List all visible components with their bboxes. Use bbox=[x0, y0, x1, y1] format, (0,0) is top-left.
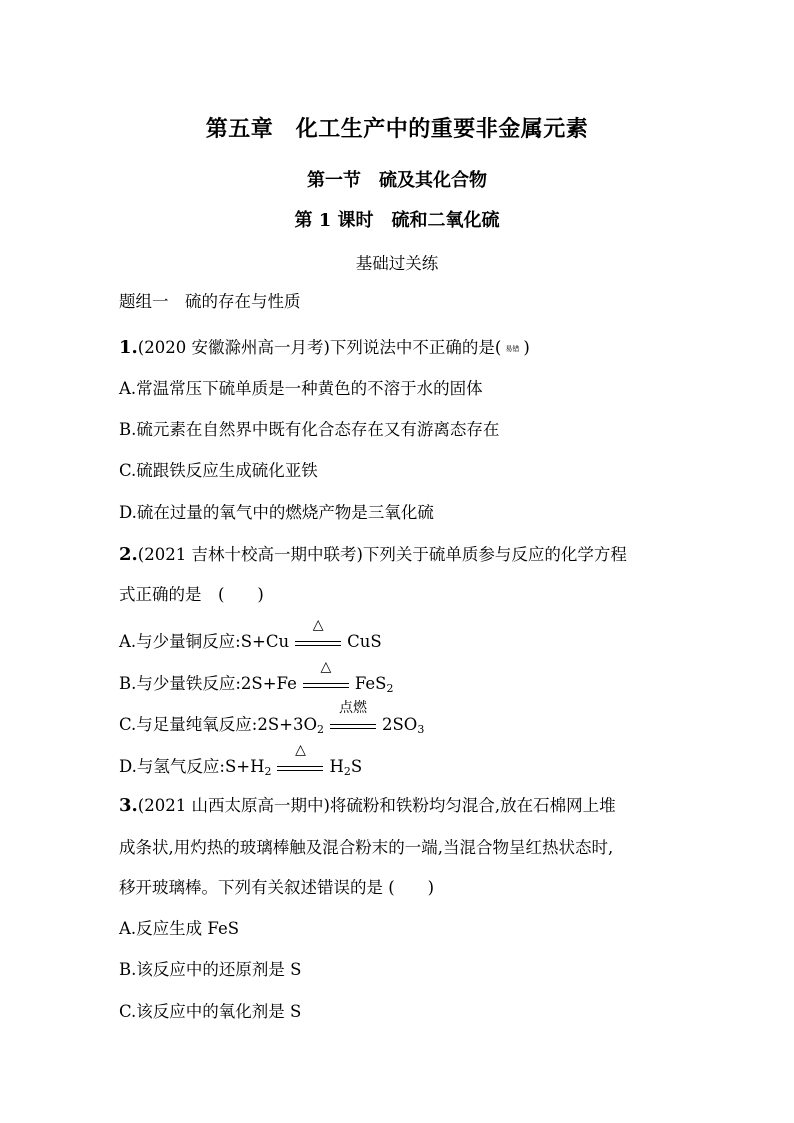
equation-c-reactants: C.与足量纯氧反应:2S+3O bbox=[119, 715, 317, 734]
question-1-number: 1. bbox=[119, 337, 138, 358]
equation-d-reactants: D.与氢气反应:S+H bbox=[119, 757, 265, 776]
condition-b: △ bbox=[320, 658, 332, 675]
practice-title: 基础过关练 bbox=[355, 254, 439, 273]
condition-a: △ bbox=[312, 616, 324, 633]
equation-c-reactant-sub: 2 bbox=[317, 723, 324, 736]
question-2-stem bbox=[119, 543, 627, 567]
question-3-number: 3. bbox=[119, 795, 138, 816]
lesson-title: 第 1 课时 硫和二氧化硫 bbox=[294, 210, 500, 231]
equation-d-product-sub: 2 bbox=[343, 765, 351, 778]
question-3-stem-cont-1: 成条状,用灼热的玻璃棒触及混合粉末的一端,当混合物呈红热状态时, bbox=[119, 838, 614, 857]
reaction-arrow-c bbox=[328, 699, 378, 736]
equation-b-reactants: B.与少量铁反应:2S+Fe bbox=[119, 674, 297, 693]
question-2-option-d bbox=[119, 741, 363, 784]
reaction-arrow-d bbox=[275, 741, 325, 778]
question-1-source: (2020 安徽滁州高一月考) bbox=[137, 338, 330, 357]
question-1-text: 下列说法中不正确的是( bbox=[329, 338, 502, 357]
question-2-source: (2021 吉林十校高一期中联考) bbox=[137, 545, 363, 564]
equation-b-product-sub: 2 bbox=[386, 682, 394, 695]
question-3-stem bbox=[119, 794, 616, 818]
question-3-stem-cont-2: 移开玻璃棒。下列有关叙述错误的是 ( ) bbox=[119, 878, 435, 897]
question-1-note: 易错 bbox=[505, 344, 520, 353]
equation-d-product-tail: S bbox=[350, 757, 363, 776]
question-2-text: 下列关于硫单质参与反应的化学方程 bbox=[362, 545, 627, 564]
question-3-source: (2021 山西太原高一期中) bbox=[137, 796, 330, 815]
question-3-option-c: C.该反应中的氧化剂是 S bbox=[119, 1002, 302, 1021]
chapter-title: 第五章 化工生产中的重要非金属元素 bbox=[205, 116, 589, 142]
question-2-stem-cont: 式正确的是 ( ) bbox=[119, 585, 264, 604]
equation-c-product-sub: 3 bbox=[417, 723, 425, 736]
equation-c-product: 2SO bbox=[382, 715, 418, 734]
question-1-option-b: B.硫元素在自然界中既有化合态存在又有游离态存在 bbox=[119, 420, 500, 439]
question-2-option-b bbox=[119, 658, 394, 701]
question-2-number: 2. bbox=[119, 544, 138, 565]
question-1-text-end: ) bbox=[523, 338, 530, 357]
reaction-arrow-b bbox=[301, 658, 351, 695]
question-3-option-a: A.反应生成 FeS bbox=[119, 919, 240, 938]
equation-d-reactant-sub: 2 bbox=[264, 765, 272, 778]
equation-b-product: FeS bbox=[354, 674, 387, 693]
equation-a-product: CuS bbox=[347, 632, 382, 651]
question-1-option-d: D.硫在过量的氧气中的燃烧产物是三氧化硫 bbox=[119, 503, 434, 522]
section-title: 第一节 硫及其化合物 bbox=[307, 170, 487, 191]
question-2-option-a bbox=[119, 616, 382, 654]
question-2-option-c bbox=[119, 699, 425, 742]
question-3-text: 将硫粉和铁粉均匀混合,放在石棉网上堆 bbox=[329, 796, 616, 815]
question-1-option-c: C.硫跟铁反应生成硫化亚铁 bbox=[119, 461, 318, 480]
equation-a-reactants: A.与少量铜反应:S+Cu bbox=[119, 632, 290, 651]
group-title: 题组一 硫的存在与性质 bbox=[119, 292, 301, 311]
equation-d-product: H bbox=[329, 757, 344, 776]
question-1-stem bbox=[119, 336, 530, 361]
question-3-option-b: B.该反应中的还原剂是 S bbox=[119, 960, 302, 979]
reaction-arrow-a bbox=[293, 616, 343, 653]
question-1-option-a: A.常温常压下硫单质是一种黄色的不溶于水的固体 bbox=[119, 379, 483, 398]
condition-d: △ bbox=[295, 741, 306, 758]
condition-c: 点燃 bbox=[339, 699, 367, 716]
